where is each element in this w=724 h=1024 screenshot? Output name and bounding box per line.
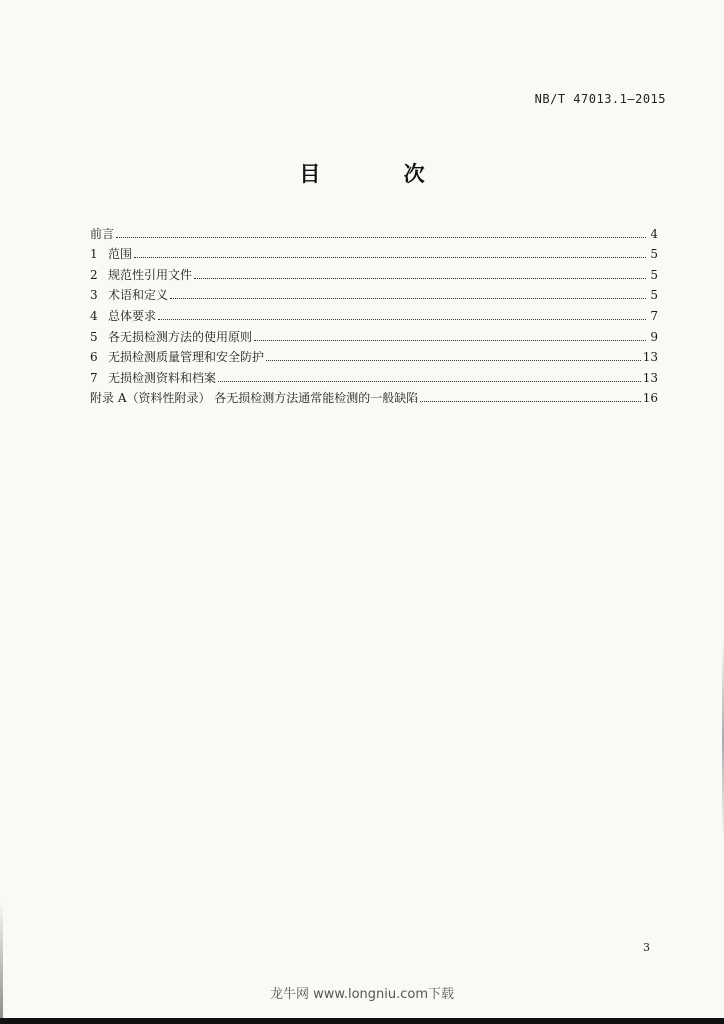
toc-entry-page: 16 [642, 391, 658, 406]
toc-dot-leader [254, 340, 646, 341]
toc-entry-number: 5 [90, 329, 98, 344]
toc-entry-label: 各无损检测方法的使用原则 [108, 329, 253, 344]
toc-entry-page: 5 [650, 247, 658, 262]
toc-entry [90, 302, 658, 323]
toc-entry-number: 3 [90, 288, 98, 303]
toc-entry-label: 总体要求 [108, 308, 157, 323]
toc-entry-page: 5 [650, 267, 658, 282]
toc-entry [90, 385, 658, 406]
toc-entry [90, 220, 658, 241]
toc-entry [90, 261, 658, 282]
toc-dot-leader [134, 257, 646, 258]
toc-entry-number: 4 [90, 308, 98, 323]
toc-entry-number: 6 [90, 350, 98, 365]
toc-entry-label: 术语和定义 [108, 288, 169, 303]
toc-entry [90, 241, 658, 262]
toc-entry-page: 4 [650, 226, 658, 241]
toc-entry-page: 9 [650, 329, 658, 344]
toc-dot-leader [170, 298, 646, 299]
toc-entry [90, 364, 658, 385]
toc-entry [90, 323, 658, 344]
toc-entry-label: 无损检测资料和档案 [108, 370, 217, 385]
standard-code: NB/T 47013.1—2015 [534, 92, 666, 106]
toc-title: 目 次 [299, 161, 463, 186]
scan-edge-shadow-bottom [0, 1018, 724, 1024]
toc-dot-leader [116, 237, 646, 238]
toc-entry-number: 1 [90, 247, 98, 262]
table-of-contents [90, 220, 658, 405]
toc-entry-label: 前言 [90, 226, 115, 241]
page-number: 3 [643, 941, 650, 954]
toc-entry-label: 附录 A（资料性附录） 各无损检测方法通常能检测的一般缺陷 [90, 391, 419, 406]
toc-entry-page: 13 [642, 350, 658, 365]
toc-entry-page: 7 [650, 308, 658, 323]
toc-dot-leader [420, 401, 640, 402]
toc-entry [90, 282, 658, 303]
toc-entry [90, 344, 658, 365]
toc-dot-leader [218, 381, 641, 382]
toc-dot-leader [266, 360, 641, 361]
toc-dot-leader [194, 278, 646, 279]
download-watermark: 龙牛网 www.longniu.com下载 [269, 987, 454, 1002]
scan-edge-shadow-left [0, 900, 3, 1024]
toc-entry-number: 7 [90, 370, 98, 385]
toc-entry-label: 无损检测质量管理和安全防护 [108, 350, 265, 365]
toc-entry-page: 13 [642, 370, 658, 385]
toc-dot-leader [158, 319, 646, 320]
toc-entry-label: 范围 [108, 247, 133, 262]
toc-entry-number: 2 [90, 267, 98, 282]
toc-entry-label: 规范性引用文件 [108, 267, 193, 282]
toc-entry-page: 5 [650, 288, 658, 303]
